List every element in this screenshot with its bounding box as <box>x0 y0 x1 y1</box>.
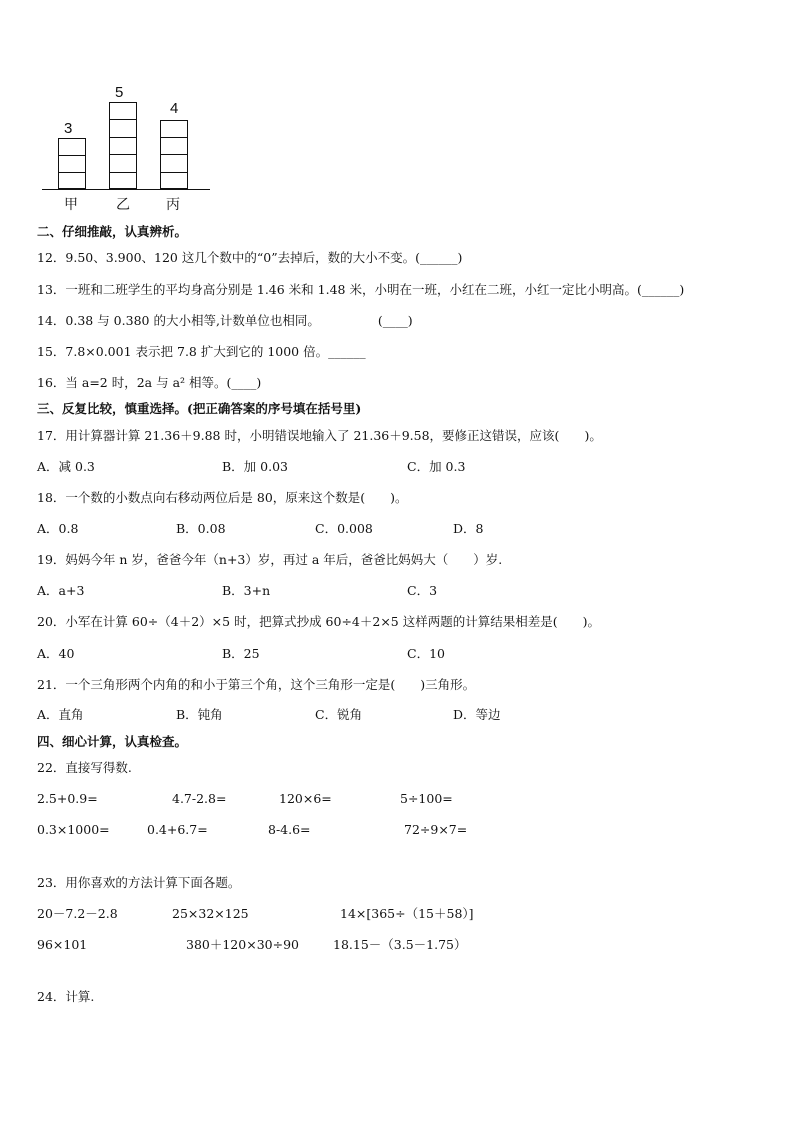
q22-item-2: 4.7-2.8= <box>172 791 227 806</box>
q23-item-4: 96×101 <box>37 937 88 952</box>
section-3-heading: 三、反复比较，慎重选择。(把正确答案的序号填在括号里) <box>37 401 362 416</box>
q23-item-5: 380＋120×30÷90 <box>186 937 299 952</box>
column-b-value: 5 <box>115 84 124 101</box>
question-21-option-c: C．锐角 <box>315 707 363 722</box>
q23-item-6: 18.15－（3.5－1.75） <box>333 937 467 952</box>
question-21-option-a: A．直角 <box>37 707 84 722</box>
column-b-stack <box>109 102 137 189</box>
question-14-text: 14．0.38 与 0.380 的大小相等,计数单位也相同。 <box>37 313 320 328</box>
question-13: 13．一班和二班学生的平均身高分别是 1.46 米和 1.48 米，小明在一班，小红在二班，小红一定比小明高。(______) <box>37 282 685 297</box>
question-18-stem: 18．一个数的小数点向右移动两位后是 80，原来这个数是( )。 <box>37 490 408 505</box>
q23-item-2: 25×32×125 <box>172 906 249 921</box>
section-2-heading: 二、仔细推敲，认真辨析。 <box>37 224 188 239</box>
q23-item-3: 14×[365÷（15＋58）] <box>340 906 474 921</box>
column-a-stack <box>58 138 86 189</box>
question-14 <box>37 313 413 329</box>
question-17-stem: 17．用计算器计算 21.36＋9.88 时，小明错误地输入了 21.36＋9.58，要修正这错误，应该( )。 <box>37 428 602 443</box>
question-21-stem: 21．一个三角形两个内角的和小于第三个角，这个三角形一定是( )三角形。 <box>37 677 476 692</box>
question-18-option-d: D．8 <box>453 521 484 536</box>
column-c-label: 丙 <box>166 197 180 213</box>
question-17-option-c: C．加 0.3 <box>407 459 466 474</box>
question-20-option-b: B．25 <box>222 646 260 661</box>
column-a-value: 3 <box>64 120 73 137</box>
question-23-title: 23．用你喜欢的方法计算下面各题。 <box>37 875 241 890</box>
q22-item-1: 2.5+0.9= <box>37 791 98 806</box>
figure-baseline <box>42 189 210 190</box>
block-figure <box>40 82 212 214</box>
question-20-option-c: C．10 <box>407 646 445 661</box>
question-20-option-a: A．40 <box>37 646 75 661</box>
q22-item-4: 5÷100= <box>400 791 453 806</box>
question-19-option-c: C．3 <box>407 583 438 598</box>
question-12: 12．9.50、3.900、120 这几个数中的“0”去掉后，数的大小不变。(______) <box>37 250 463 265</box>
question-20-stem: 20．小军在计算 60÷（4＋2）×5 时，把算式抄成 60÷4＋2×5 这样两题的计算结果相差是( )。 <box>37 614 600 629</box>
question-22-title: 22．直接写得数. <box>37 760 132 775</box>
q23-item-1: 20－7.2－2.8 <box>37 906 118 921</box>
q22-item-8: 72÷9×7= <box>404 822 468 837</box>
question-16: 16．当 a=2 时，2a 与 a² 相等。(____) <box>37 375 262 390</box>
question-18-option-a: A．0.8 <box>37 521 79 536</box>
question-14-blank: (____) <box>377 313 413 328</box>
column-a-label: 甲 <box>64 197 78 213</box>
column-c-value: 4 <box>170 100 179 117</box>
question-17-option-b: B．加 0.03 <box>222 459 288 474</box>
question-21-option-d: D．等边 <box>453 707 501 722</box>
question-15: 15．7.8×0.001 表示把 7.8 扩大到它的 1000 倍。______ <box>37 344 366 359</box>
question-17-option-a: A．减 0.3 <box>37 459 95 474</box>
q22-item-5: 0.3×1000= <box>37 822 110 837</box>
question-21-option-b: B．钝角 <box>176 707 223 722</box>
column-b-label: 乙 <box>116 197 130 213</box>
q22-item-3: 120×6= <box>279 791 332 806</box>
question-18-option-b: B．0.08 <box>176 521 226 536</box>
q22-item-7: 8-4.6= <box>268 822 311 837</box>
question-18-option-c: C．0.008 <box>315 521 373 536</box>
question-19-option-a: A．a+3 <box>37 583 85 598</box>
question-19-stem: 19．妈妈今年 n 岁，爸爸今年（n+3）岁，再过 a 年后，爸爸比妈妈大（ ）岁. <box>37 552 503 567</box>
column-c-stack <box>160 120 188 189</box>
question-24: 24．计算. <box>37 989 95 1004</box>
section-4-heading: 四、细心计算，认真检查。 <box>37 734 188 749</box>
q22-item-6: 0.4+6.7= <box>147 822 208 837</box>
question-19-option-b: B．3+n <box>222 583 271 598</box>
